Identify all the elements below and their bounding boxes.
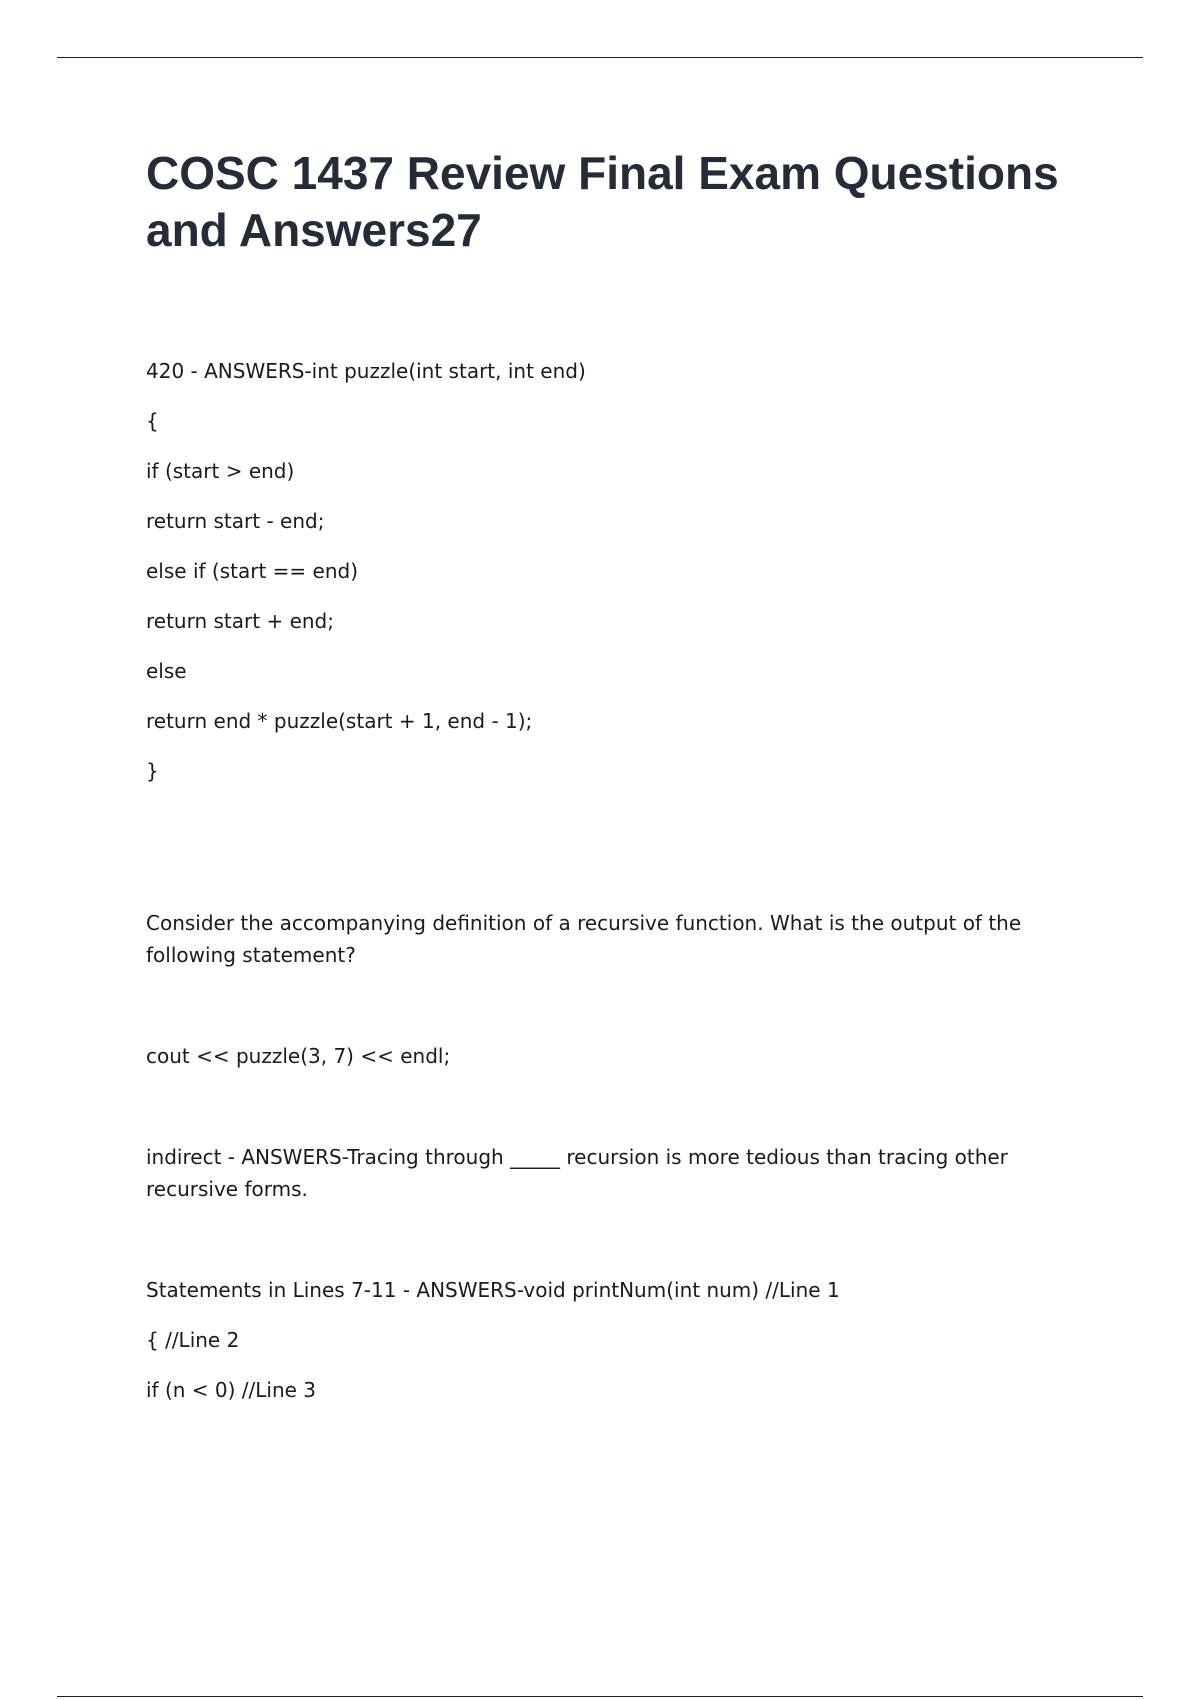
code-line: { bbox=[146, 409, 159, 433]
code-line: { //Line 2 bbox=[146, 1328, 240, 1352]
code-line: else bbox=[146, 659, 187, 683]
question-text: Consider the accompanying definition of a recursive function. What is the output of the following statement? bbox=[146, 911, 1022, 967]
answer-line: 420 - ANSWERS-int puzzle(int start, int end) bbox=[146, 359, 586, 383]
document-title: COSC 1437 Review Final Exam Questions and Answers27 bbox=[146, 147, 1059, 256]
code-line: else if (start == end) bbox=[146, 559, 358, 583]
code-line: return end * puzzle(start + 1, end - 1); bbox=[146, 709, 533, 733]
footer-rule bbox=[57, 1696, 1143, 1697]
code-line: } bbox=[146, 759, 159, 783]
code-line: return start + end; bbox=[146, 609, 334, 633]
code-statement: cout << puzzle(3, 7) << endl; bbox=[146, 1044, 451, 1068]
answer-paragraph: indirect - ANSWERS-Tracing through _____ recursion is more tedious than tracing other recursive forms. bbox=[146, 1145, 1008, 1201]
code-line: if (start > end) bbox=[146, 459, 295, 483]
answer-line: Statements in Lines 7-11 - ANSWERS-void printNum(int num) //Line 1 bbox=[146, 1278, 840, 1302]
header-rule bbox=[57, 57, 1143, 58]
code-line: return start - end; bbox=[146, 509, 325, 533]
code-line: if (n < 0) //Line 3 bbox=[146, 1378, 317, 1402]
